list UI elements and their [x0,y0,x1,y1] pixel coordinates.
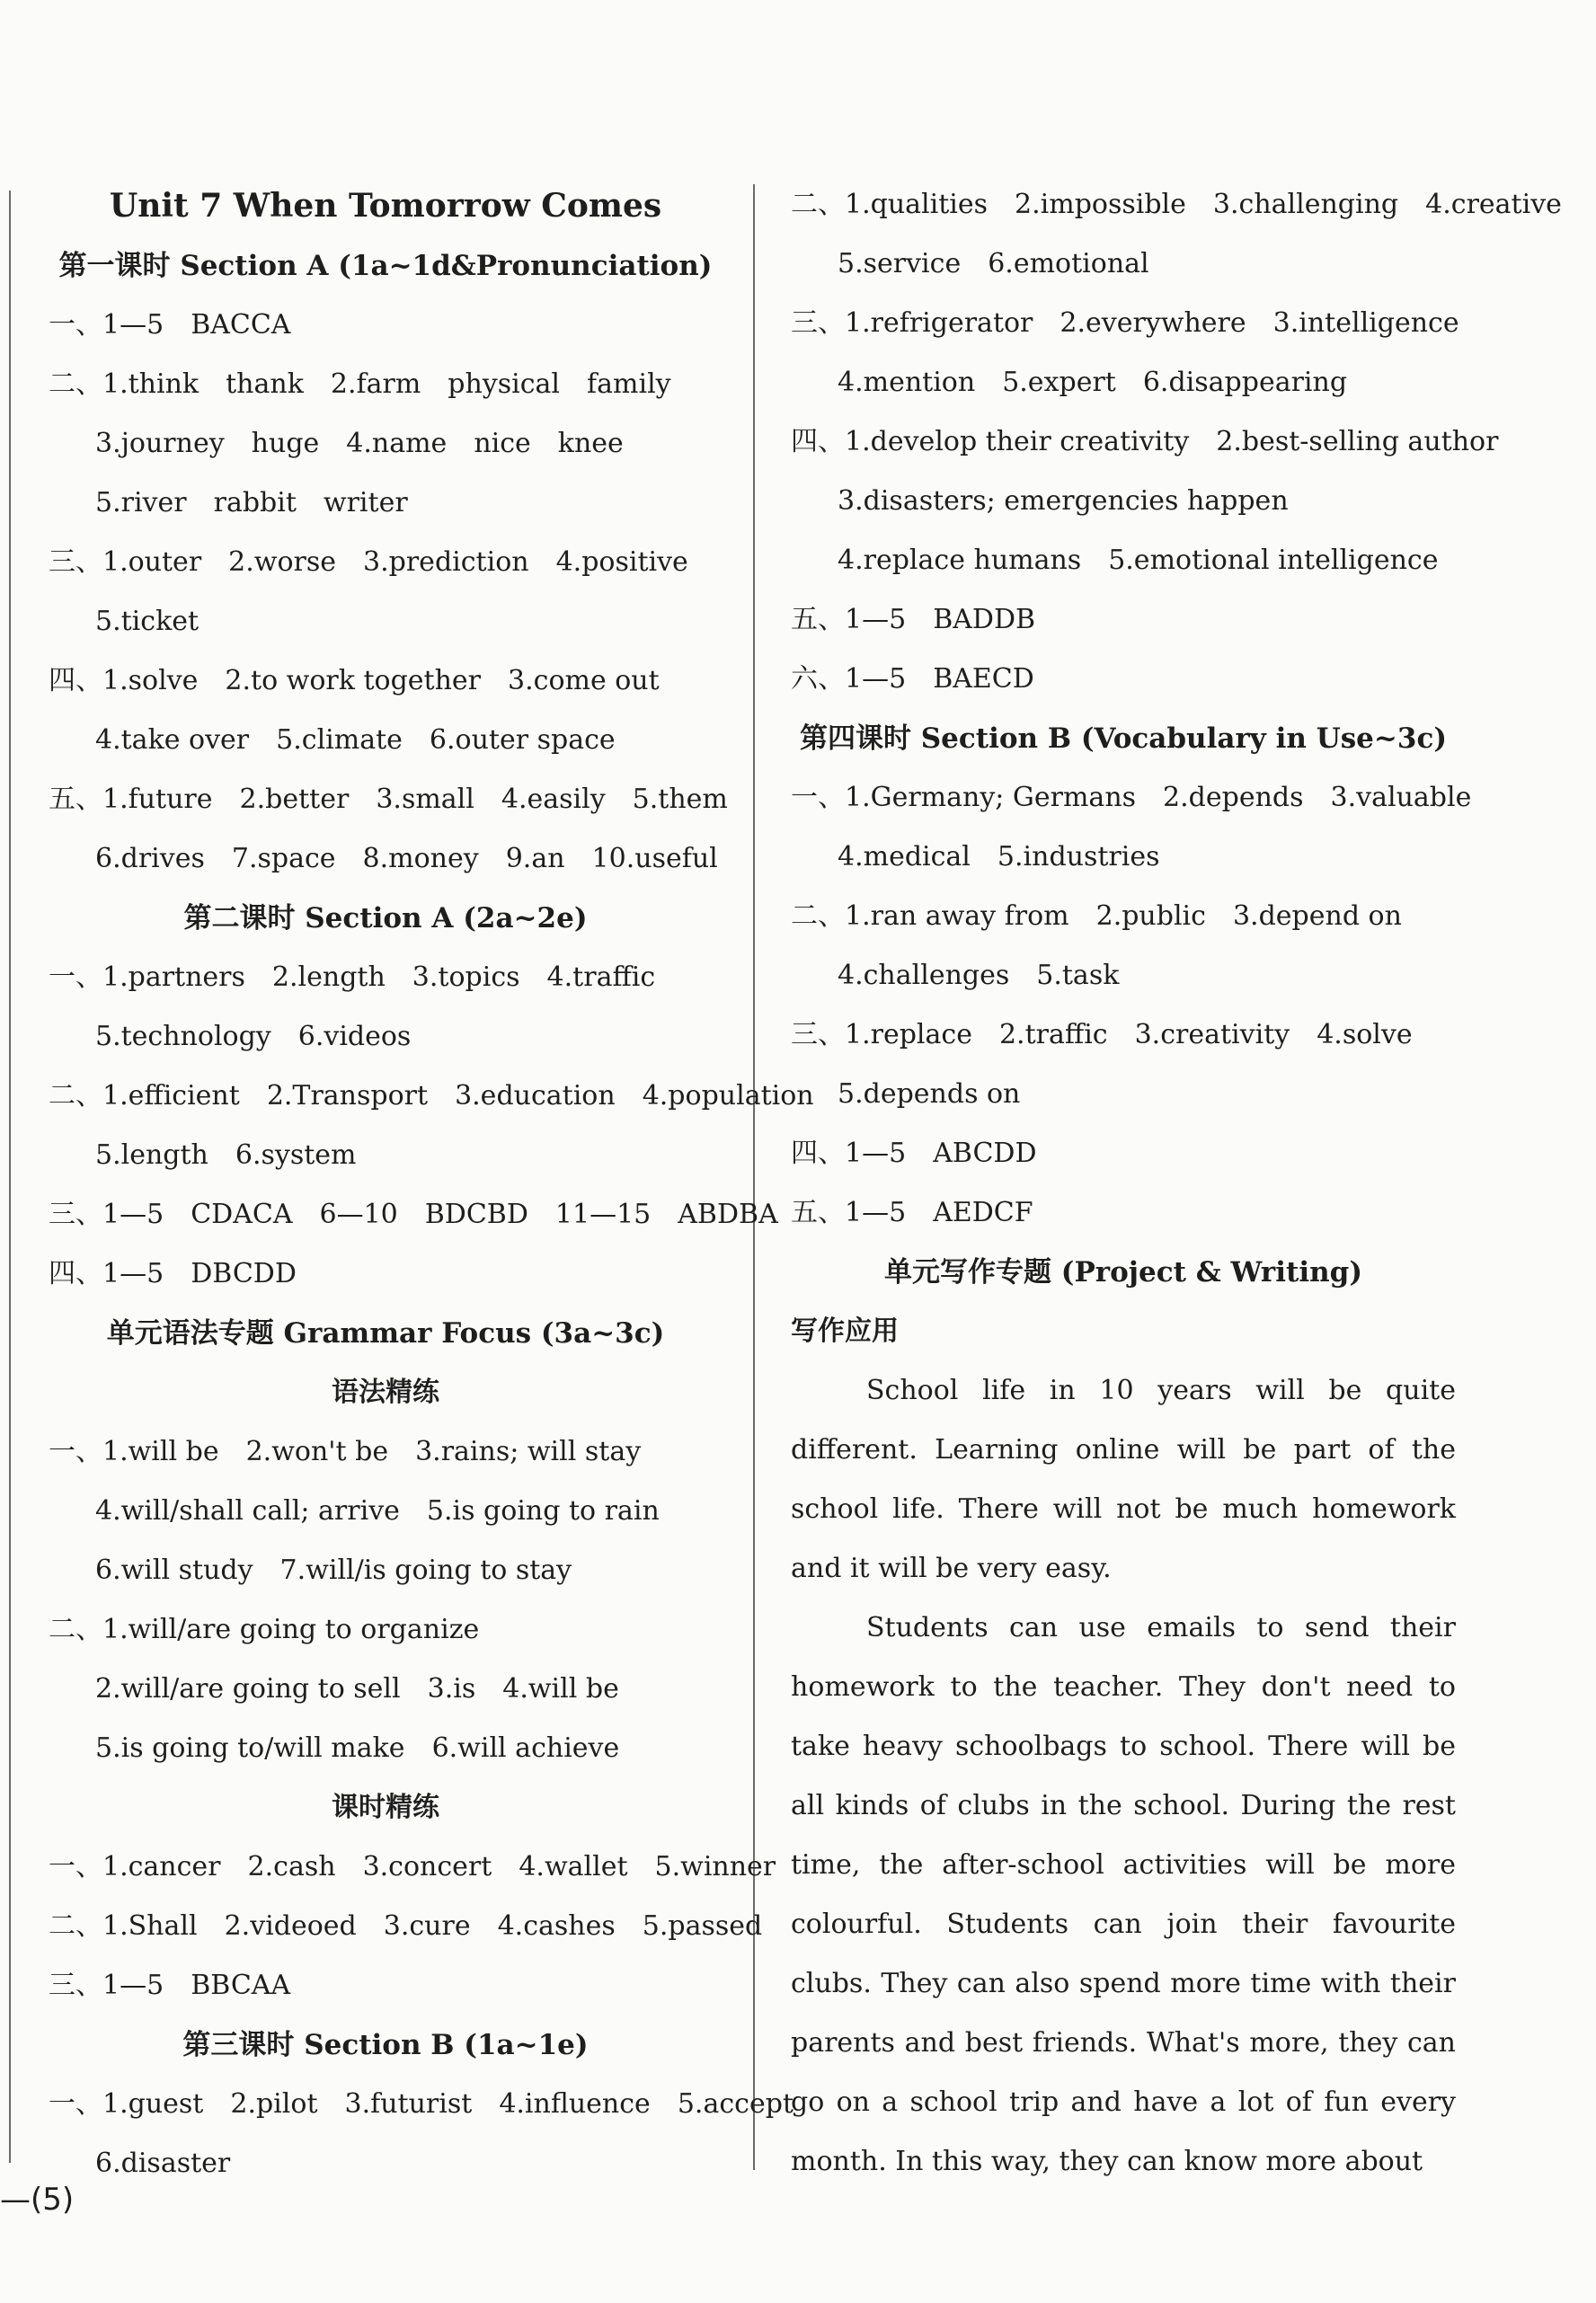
answer-line [791,412,1499,472]
answer-item: 2.to work together [225,665,482,696]
answer-item: 5.them [632,784,728,815]
answer-item: 3.come out [508,665,660,696]
answer-item: 4.will be [502,1673,619,1705]
answer-item: BDCBD [424,1199,528,1230]
answer-item: BADDB [933,604,1036,635]
answer-item: 三、1—5 [49,1970,164,2001]
answer-item: 3.futurist [344,2088,473,2120]
answer-item: physical [448,368,561,400]
answer-item: 2.best-selling author [1216,426,1499,457]
answer-item: 4.creative [1425,189,1562,220]
answer-item: rabbit [213,487,297,518]
answer-item: 4.positive [555,546,688,578]
answer-item: 2.videoed [224,1910,357,1942]
answer-item: 五、1.future [49,784,213,815]
left-margin-rule [9,190,11,2163]
answer-item: 3.valuable [1330,782,1472,813]
answer-item: 3.rains; will stay [415,1436,642,1467]
writing-label: 写作应用 [791,1315,899,1347]
answer-item: BAECD [933,663,1034,695]
answer-line [791,353,1456,412]
answer-item: 四、1.develop their creativity [791,426,1190,457]
answer-item: 5.passed [642,1910,763,1942]
right-column-answers [791,175,1562,1361]
answer-line [49,296,723,355]
answer-item: ABDBA [678,1199,778,1230]
answer-item: AEDCF [933,1197,1033,1228]
answer-item: 3.disasters; emergencies happen [838,485,1289,517]
answer-item: 二、1.efficient [49,1080,240,1112]
answer-item: 3.intelligence [1272,307,1459,339]
answer-item: 5.task [1036,960,1120,991]
answer-line [49,533,723,592]
answer-item: 二、1.ran away from [791,900,1069,932]
answer-item: 5.technology [95,1021,271,1052]
answer-item: 5.is going to rain [426,1495,660,1527]
answer-item: 2.Transport [266,1080,429,1112]
answer-line [49,592,723,651]
answer-item: thank [226,368,304,400]
answer-line [49,651,723,711]
answer-item: 一、1—5 [49,309,164,341]
answer-item: 5.river [95,487,187,518]
answer-item: 5.emotional intelligence [1108,545,1439,576]
answer-item: 六、1—5 [791,663,907,695]
answer-item: 6.will study [95,1555,253,1586]
answer-item: 4.mention [838,367,976,398]
essay-paragraph: Students can use emails to send their homework to the teacher. They don't need to take heavy schoolbags to school. There will be all kinds of clubs in the school. During the rest time, the after-school activities will be more colourful. Students can join their favourite clubs. They can also spend more time with their parents and best friends. What's more, they can go on a school trip and have a lot of fun every month. In this way, they can know more about [791,1612,1456,2177]
answer-item: 6—10 [319,1199,398,1230]
answer-item: 9.an [505,843,565,874]
answer-line [49,2134,723,2193]
answer-line [791,1065,1456,1124]
answer-line [49,1600,723,1660]
answer-line [49,355,723,414]
answer-item: 3.creativity [1134,1019,1290,1050]
answer-item: 4.easily [501,784,606,815]
answer-line [791,1005,1456,1065]
answer-item: 6.will achieve [431,1732,620,1764]
answer-item: 2.length [271,961,386,993]
answer-item: 三、1.outer [49,546,202,578]
answer-item: 2.cash [247,1851,336,1882]
answer-item: 四、1—5 [49,1258,164,1289]
answer-line [49,1245,723,1304]
answer-line [49,1007,723,1067]
answer-item: 一、1.Germany; Germans [791,782,1137,813]
answer-item: 5.ticket [95,606,200,637]
section-heading: 单元写作专题 (Project & Writing) [884,1256,1362,1289]
essay-paragraph: School life in 10 years will be quite different. Learning online will be part of the school life. There will not be much homework and it will be very easy. [791,1375,1456,1584]
answer-line [791,472,1456,531]
answer-line [49,1956,723,2015]
answer-item: 7.will/is going to stay [279,1555,572,1586]
answer-item: 6.disappearing [1142,367,1348,398]
answer-item: 10.useful [591,843,718,874]
answer-line [49,1126,723,1185]
answer-line [791,887,1456,946]
answer-line [791,235,1456,294]
answer-item: 2.traffic [998,1019,1108,1050]
answer-item: 5.length [95,1139,208,1171]
answer-line [49,1897,763,1956]
answer-item: 6.disaster [95,2148,231,2179]
answer-item: 三、1—5 [49,1199,164,1230]
answer-item: 3.depend on [1232,900,1402,932]
answer-item: 二、1.will/are going to organize [49,1614,480,1645]
answer-item: 4.solve [1317,1019,1413,1050]
answer-item: 4.name [346,428,448,459]
answer-item: 三、1.replace [791,1019,972,1050]
answer-item: 6.system [235,1139,357,1171]
answer-item: 2.public [1095,900,1206,932]
answer-item: 4.cashes [497,1910,616,1942]
answer-line [49,1719,723,1778]
answer-item: 3.journey [95,428,225,459]
answer-item: 2.won't be [245,1436,389,1467]
answer-line [49,2075,794,2134]
answer-line [791,1124,1456,1183]
answer-item: 5.climate [276,724,403,756]
answer-item: 5.depends on [838,1078,1021,1110]
right-column [791,175,1562,2192]
answer-item: 5.expert [1002,367,1116,398]
answer-line [49,948,723,1007]
answer-item: 三、1.refrigerator [791,307,1033,339]
answer-line [791,531,1456,590]
answer-item: BBCAA [191,1970,291,2001]
answer-item: 2.better [239,784,350,815]
answer-item: 一、1.guest [49,2088,204,2120]
answer-item: family [587,368,671,400]
answer-item: 五、1—5 [791,1197,907,1228]
answer-item: 4.traffic [546,961,656,993]
answer-item: 3.prediction [363,546,529,578]
answer-item: 11—15 [554,1199,652,1230]
answer-line [49,711,723,770]
answer-item: 2.farm [330,368,421,400]
answer-item: 6.drives [95,843,205,874]
answer-line [49,1422,723,1482]
answer-line [791,650,1456,709]
answer-item: 8.money [362,843,479,874]
sub-heading: 课时精练 [332,1792,439,1823]
answer-line [791,946,1456,1005]
section-heading: 第三课时 Section B (1a~1e) [182,2029,589,2061]
answer-item: 5.service [838,248,962,279]
answer-item: 2.everywhere [1060,307,1246,339]
answer-item: 4.challenges [838,960,1010,991]
answer-line [49,474,723,533]
answer-item: 4.wallet [519,1851,628,1882]
answer-item: 四、1.solve [49,665,199,696]
page-number: —(5) [0,2182,75,2218]
answer-line [49,1067,814,1126]
answer-item: 一、1.cancer [49,1851,221,1882]
answer-item: 5.industries [997,841,1160,872]
answer-item: 一、1.will be [49,1436,219,1467]
answer-line [49,829,723,889]
answer-item: 3.cure [383,1910,471,1942]
answer-item: 6.outer space [429,724,616,756]
answer-line [791,175,1562,235]
answer-item: 3.is [427,1673,476,1705]
answer-item: 4.take over [95,724,250,756]
answer-line [791,1183,1456,1243]
answer-item: CDACA [191,1199,293,1230]
answer-item: 7.space [231,843,336,874]
answer-item: 四、1—5 [791,1138,907,1169]
answer-item: 2.will/are going to sell [95,1673,401,1705]
answer-item: 3.education [455,1080,616,1112]
answer-line [791,294,1459,353]
answer-item: 二、1.qualities [791,189,989,220]
answer-item: 5.is going to/will make [95,1732,405,1764]
answer-line [49,1660,723,1719]
answer-item: 2.pilot [230,2088,318,2120]
unit-title: Unit 7 When Tomorrow Comes [109,187,662,225]
answer-item: 6.emotional [988,248,1149,279]
answer-item: ABCDD [933,1138,1037,1169]
answer-item: 4.population [642,1080,814,1112]
answer-line [49,1185,778,1245]
answer-item: nice [474,428,531,459]
answer-item: writer [323,487,408,518]
answer-line [791,590,1456,650]
answer-item: 4.medical [838,841,971,872]
answer-item: 3.topics [412,961,520,993]
answer-item: 5.accept [677,2088,794,2120]
answer-line [49,770,728,829]
answer-line [49,1482,723,1541]
answer-item: 3.small [376,784,474,815]
answer-item: 2.impossible [1015,189,1186,220]
answer-item: 4.will/shall call; arrive [95,1495,400,1527]
section-heading: 第四课时 Section B (Vocabulary in Use~3c) [799,722,1447,755]
answer-item: 5.winner [654,1851,776,1882]
answer-item: 五、1—5 [791,604,907,635]
left-column [49,175,814,2193]
answer-item: 2.depends [1163,782,1304,813]
answer-item: 6.videos [297,1021,412,1052]
answer-item: 3.concert [362,1851,492,1882]
answer-item: 一、1.partners [49,961,245,993]
answer-item: 二、1.think [49,368,200,400]
answer-item: 3.challenging [1212,189,1399,220]
answer-item: BACCA [191,309,291,341]
answer-item: 二、1.Shall [49,1910,198,1942]
answer-item: knee [557,428,624,459]
answer-item: huge [251,428,320,459]
section-heading: 单元语法专题 Grammar Focus (3a~3c) [106,1317,665,1350]
answer-item: DBCDD [191,1258,297,1289]
answer-item: 4.influence [499,2088,651,2120]
answer-line [49,414,723,474]
sub-heading: 语法精练 [332,1377,439,1408]
writing-essay [791,1361,1456,2192]
answer-line [49,1838,776,1897]
answer-line [49,1541,723,1600]
answer-line [791,828,1456,887]
answer-line [791,768,1472,828]
answer-item: 4.replace humans [838,545,1082,576]
section-heading: 第一课时 Section A (1a~1d&Pronunciation) [58,250,713,282]
section-heading: 第二课时 Section A (2a~2e) [183,902,588,934]
answer-item: 2.worse [228,546,337,578]
